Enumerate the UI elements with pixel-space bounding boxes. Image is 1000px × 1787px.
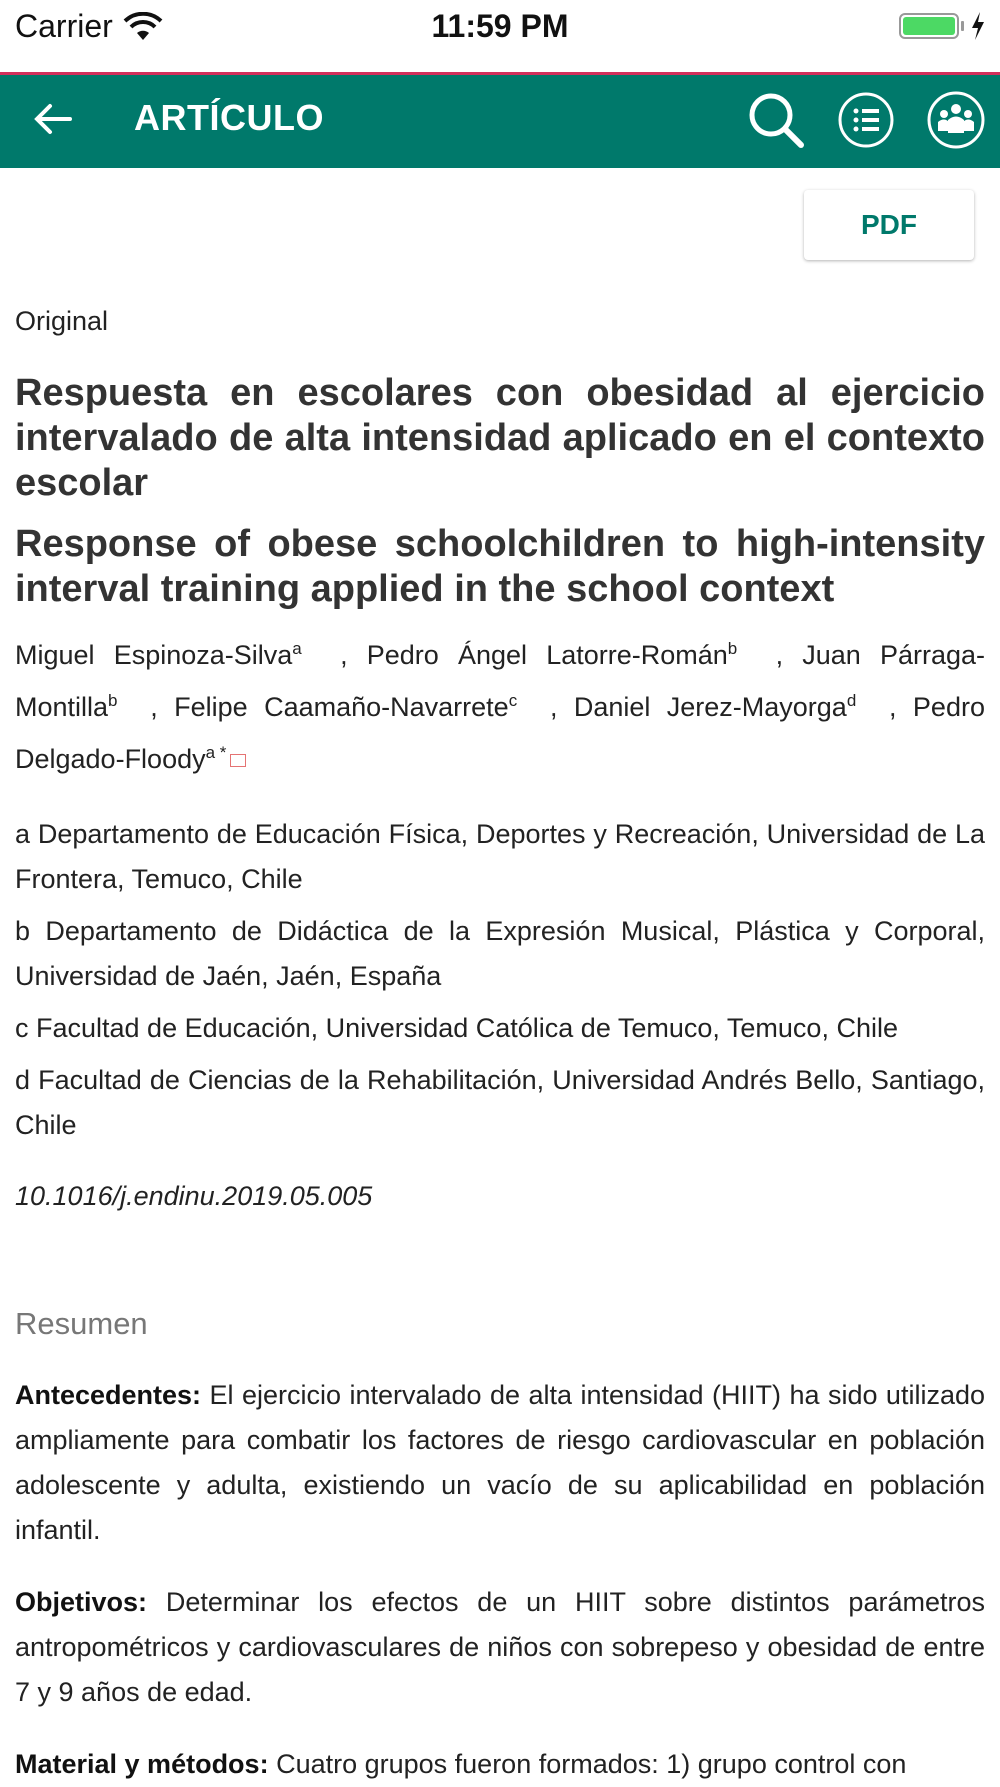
pdf-button[interactable]: PDF (804, 190, 974, 260)
abstract-label: Material y métodos: (15, 1749, 269, 1779)
carrier-label: Carrier (15, 8, 113, 44)
app-bar (0, 72, 1000, 168)
abstract-paragraph (15, 1580, 985, 1715)
affiliation-item: b Departamento de Didáctica de la Expresión Musical, Plástica y Corporal, Universidad de Jaén, Jaén, España (15, 916, 985, 991)
author-affil-mark: c (508, 691, 518, 710)
author-affil-mark: b (108, 691, 118, 710)
author-affil-mark: a * (205, 743, 227, 762)
author-link[interactable]: Daniel Jerez-Mayorga (573, 692, 847, 722)
author-affil-mark: b (727, 639, 738, 658)
doi-link[interactable]: 10.1016/j.endinu.2019.05.005 (15, 1181, 373, 1211)
author-link[interactable]: Pedro Delgado-Floody (15, 692, 985, 774)
community-icon[interactable] (925, 89, 987, 151)
author-list: Miguel Espinoza-Silva$^a$ , Pedro Ángel Latorre-Román$^b$ , Juan Párraga-Montilla$^b$ , Felipe Caamaño-Navarrete$^c$ , Daniel Jerez-Mayorga$^d$ , Pedro Delgado-Floody$^{a *}$ (15, 639, 986, 774)
back-arrow-icon[interactable] (30, 97, 74, 141)
charging-icon (970, 12, 986, 40)
author-affil-mark: a (292, 639, 302, 658)
article-section: Original (15, 306, 109, 336)
page-title: ARTÍCULO (134, 97, 324, 138)
battery-icon (899, 12, 986, 40)
author-affil-mark: d (846, 691, 857, 710)
author-link[interactable]: Felipe Caamaño-Navarrete (174, 692, 509, 722)
abstract-label: Objetivos: (15, 1587, 148, 1617)
abstract-text: Determinar los efectos de un HIIT sobre distintos parámetros antropométricos y cardiovasculares de niños con sobrepeso y obesidad de entre 7 y 9 años de edad. (15, 1587, 985, 1707)
article-title-es: Respuesta en escolares con obesidad al ejercicio intervalado de alta intensidad aplicado en el contexto escolar (15, 372, 985, 504)
status-time: 11:59 PM (431, 8, 569, 44)
abstract-label: Antecedentes: (15, 1380, 202, 1410)
abstract-heading: Resumen (15, 1306, 148, 1341)
abstract-paragraph (15, 1742, 985, 1787)
author-link[interactable]: Pedro Ángel Latorre-Román (366, 640, 728, 670)
author-link[interactable]: Miguel Espinoza-Silva (15, 640, 293, 670)
article-title-en: Response of obese schoolchildren to high-intensity interval training applied in the school context (15, 523, 985, 610)
author-link[interactable]: Juan Párraga-Montilla (15, 640, 986, 722)
affiliation-list (15, 812, 985, 1148)
affiliation-item: d Facultad de Ciencias de la Rehabilitación, Universidad Andrés Bello, Santiago, Chile (15, 1065, 985, 1140)
affiliation-item: c Facultad de Educación, Universidad Católica de Temuco, Temuco, Chile (15, 1013, 898, 1043)
abstract-text: El ejercicio intervalado de alta intensidad (HIIT) ha sido utilizado ampliamente para combatir los factores de riesgo cardiovascular en población adolescente y adulta, existiendo un vacío de su aplicabilidad en población infantil. (15, 1380, 985, 1545)
abstract-paragraph (15, 1373, 985, 1553)
article-content (15, 296, 985, 1787)
abstract-text: Cuatro grupos fueron formados: 1) grupo control con (268, 1749, 907, 1779)
affiliation-item: a Departamento de Educación Física, Deportes y Recreación, Universidad de La Frontera, Temuco, Chile (15, 819, 985, 894)
list-icon[interactable] (835, 89, 897, 151)
search-icon[interactable] (745, 89, 807, 151)
status-bar (0, 0, 1000, 72)
email-icon[interactable] (230, 754, 246, 767)
